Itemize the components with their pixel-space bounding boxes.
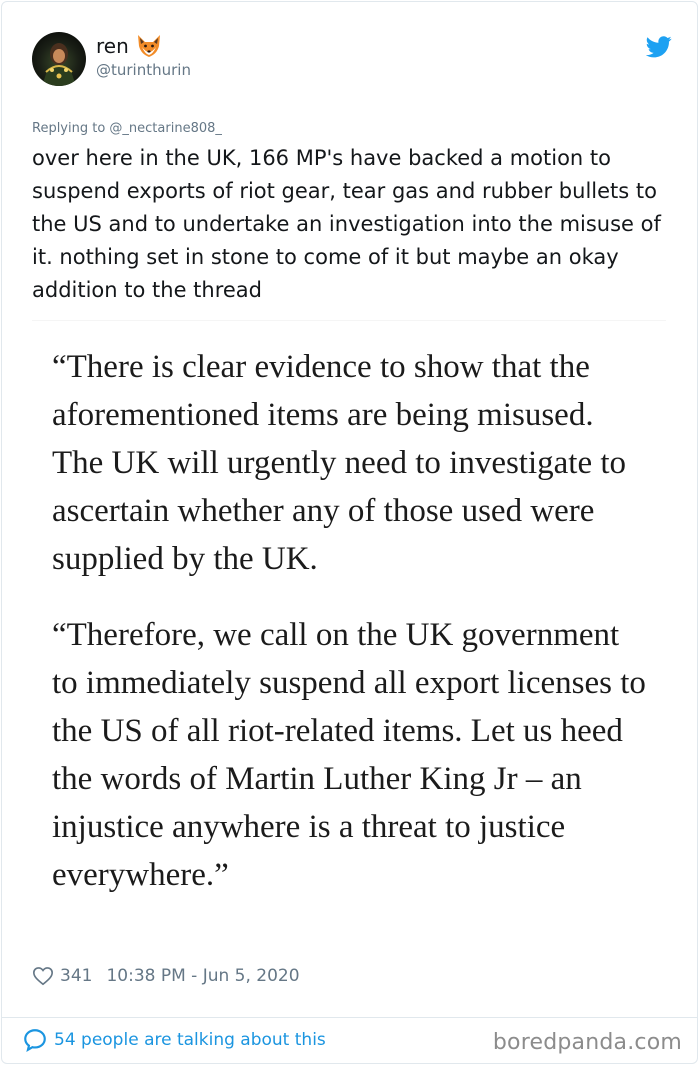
avatar[interactable] <box>32 32 86 86</box>
tweet-header <box>32 30 672 90</box>
twitter-bird-icon[interactable] <box>646 36 672 58</box>
fox-icon <box>135 34 163 58</box>
display-name[interactable]: ren <box>96 34 129 58</box>
timestamp[interactable]: 10:38 PM - Jun 5, 2020 <box>106 966 300 986</box>
speech-bubble-icon <box>22 1027 48 1053</box>
watermark: boredpanda.com <box>492 1030 682 1055</box>
talking-text[interactable]: 54 people are talking about this <box>54 1030 326 1050</box>
talking-link[interactable] <box>22 1027 326 1053</box>
quote-image[interactable] <box>32 320 666 950</box>
heart-icon[interactable] <box>32 965 54 987</box>
tweet-meta <box>32 963 300 989</box>
author-info <box>96 34 191 80</box>
quote-paragraph-2: “Therefore, we call on the UK government to immediately suspend all export licenses to the US of all riot-related items. Let us heed the words of Martin Luther King Jr – an injustice anywhere is a threat to justice everywhere.” <box>52 617 646 893</box>
divider <box>1 1017 698 1018</box>
like-count[interactable]: 341 <box>60 966 93 986</box>
replying-to[interactable]: Replying to @_nectarine808_ <box>32 121 222 136</box>
quote-paragraph-1: “There is clear evidence to show that the aforementioned items are being misused. The UK will urgently need to investigate to ascertain whether any of those used were supplied by the UK. <box>52 349 627 577</box>
tweet-text: over here in the UK, 166 MP's have backed a motion to suspend exports of riot gear, tear gas and rubber bullets to the US and to undertake an investigation into the misuse of it. nothing set in stone to come of it but maybe an okay addition to the thread <box>32 146 661 302</box>
author-handle[interactable]: @turinthurin <box>96 61 191 79</box>
avatar-image <box>32 32 86 86</box>
